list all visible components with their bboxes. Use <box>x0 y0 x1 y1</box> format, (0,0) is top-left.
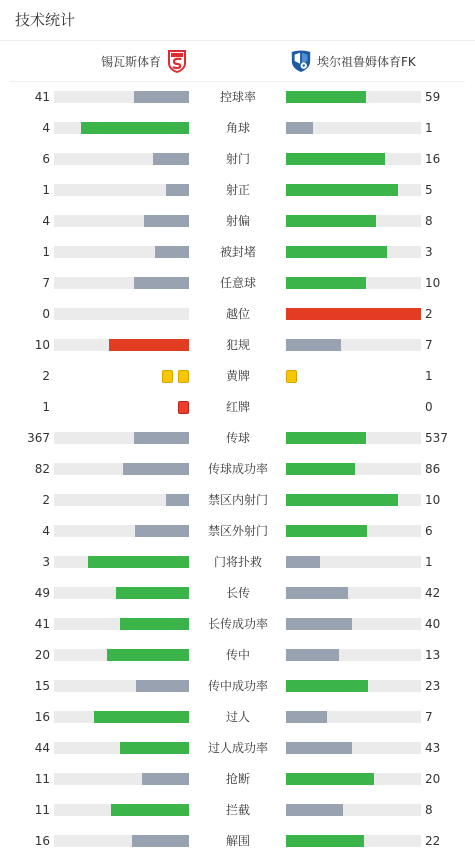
away-stat-value: 22 <box>425 834 441 848</box>
home-bar-track <box>54 122 189 134</box>
home-bar-track <box>54 835 189 847</box>
home-stat-value: 4 <box>42 121 50 135</box>
away-stat-value: 40 <box>425 617 441 631</box>
home-stat-value: 1 <box>42 183 50 197</box>
home-stat-value: 41 <box>34 617 50 631</box>
home-bar-fill <box>120 742 189 754</box>
home-bar-track <box>54 742 189 754</box>
away-cards <box>286 370 297 383</box>
home-stat-value: 1 <box>42 400 50 414</box>
away-stat-value: 23 <box>425 679 441 693</box>
away-bar-track <box>286 742 421 754</box>
away-bar-fill <box>286 215 376 227</box>
stat-label: 长传 <box>225 586 250 600</box>
stat-row <box>0 583 475 603</box>
home-bar-fill <box>107 649 189 661</box>
home-bar-fill <box>123 463 189 475</box>
stat-row <box>0 242 475 262</box>
home-stat-value: 1 <box>42 245 50 259</box>
stat-row <box>0 645 475 665</box>
away-bar-track <box>286 91 421 103</box>
stat-row <box>0 490 475 510</box>
home-stat-value: 16 <box>34 710 50 724</box>
away-bar-track <box>286 711 421 723</box>
home-cards <box>178 401 189 414</box>
stat-row <box>0 831 475 851</box>
stat-row <box>0 87 475 107</box>
home-team-name: 锡瓦斯体育 <box>100 54 161 69</box>
home-bar-fill <box>81 122 189 134</box>
stat-label: 红牌 <box>225 400 250 414</box>
away-bar-fill <box>286 587 348 599</box>
stat-row <box>0 304 475 324</box>
away-stat-value: 42 <box>425 586 441 600</box>
stat-label: 拦截 <box>225 803 250 817</box>
away-bar-track <box>286 680 421 692</box>
away-bar-track <box>286 773 421 785</box>
away-bar-fill <box>286 246 387 258</box>
away-bar-fill <box>286 339 341 351</box>
away-bar-track <box>286 587 421 599</box>
home-bar-fill <box>109 339 189 351</box>
stat-label: 解围 <box>225 834 250 848</box>
away-stat-value: 16 <box>425 152 441 166</box>
teams-divider <box>10 81 465 82</box>
home-stat-value: 20 <box>34 648 50 662</box>
away-bar-track <box>286 432 421 444</box>
stat-row <box>0 521 475 541</box>
away-stat-value: 2 <box>425 307 433 321</box>
stat-label: 抢断 <box>225 772 250 786</box>
away-stat-value: 20 <box>425 772 441 786</box>
away-bar-track <box>286 122 421 134</box>
away-team[interactable] <box>290 46 416 76</box>
stat-row <box>0 707 475 727</box>
stat-label: 射门 <box>225 152 250 166</box>
home-team[interactable] <box>101 46 188 76</box>
home-bar-track <box>54 277 189 289</box>
stat-row <box>0 428 475 448</box>
home-stat-value: 10 <box>34 338 50 352</box>
stat-row <box>0 738 475 758</box>
away-stat-value: 7 <box>425 338 433 352</box>
home-bar-track <box>54 91 189 103</box>
away-stat-value: 86 <box>425 462 441 476</box>
stat-row <box>0 335 475 355</box>
home-bar-fill <box>116 587 189 599</box>
home-bar-track <box>54 587 189 599</box>
home-bar-track <box>54 556 189 568</box>
stat-row <box>0 180 475 200</box>
stat-label: 角球 <box>225 121 250 135</box>
stat-label: 传球成功率 <box>207 462 268 476</box>
away-bar-fill <box>286 742 352 754</box>
away-bar-fill <box>286 153 385 165</box>
away-stat-value: 10 <box>425 493 441 507</box>
stat-label: 射偏 <box>225 214 250 228</box>
home-bar-track <box>54 649 189 661</box>
red-card-icon <box>178 401 189 414</box>
stat-row <box>0 614 475 634</box>
away-bar-fill <box>286 277 366 289</box>
home-stat-value: 15 <box>34 679 50 693</box>
away-bar-track <box>286 339 421 351</box>
home-bar-track <box>54 153 189 165</box>
home-bar-fill <box>155 246 189 258</box>
away-bar-fill <box>286 649 339 661</box>
stat-label: 射正 <box>225 183 250 197</box>
home-stat-value: 2 <box>42 493 50 507</box>
home-bar-fill <box>134 91 189 103</box>
away-bar-track <box>286 835 421 847</box>
home-bar-track <box>54 308 189 320</box>
away-team-name: 埃尔祖鲁姆体育FK <box>317 54 416 69</box>
home-bar-track <box>54 680 189 692</box>
away-bar-fill <box>286 525 367 537</box>
away-bar-track <box>286 618 421 630</box>
home-stat-value: 4 <box>42 524 50 538</box>
away-bar-track <box>286 494 421 506</box>
away-stat-value: 43 <box>425 741 441 755</box>
stat-label: 传中 <box>225 648 250 662</box>
home-stat-value: 3 <box>42 555 50 569</box>
home-stat-value: 367 <box>27 431 50 445</box>
stat-label: 传球 <box>225 431 250 445</box>
home-bar-fill <box>135 525 189 537</box>
away-bar-track <box>286 215 421 227</box>
home-stat-value: 16 <box>34 834 50 848</box>
yellow-card-icon <box>162 370 173 383</box>
home-stat-value: 82 <box>34 462 50 476</box>
home-stat-value: 2 <box>42 369 50 383</box>
stat-label: 门将扑救 <box>213 555 262 569</box>
home-bar-track <box>54 246 189 258</box>
away-bar-fill <box>286 680 368 692</box>
away-bar-fill <box>286 618 352 630</box>
away-stat-value: 1 <box>425 555 433 569</box>
away-bar-track <box>286 463 421 475</box>
away-bar-track <box>286 525 421 537</box>
home-bar-track <box>54 618 189 630</box>
stat-row <box>0 211 475 231</box>
away-bar-track <box>286 308 421 320</box>
stat-label: 控球率 <box>219 90 256 104</box>
away-stat-value: 1 <box>425 121 433 135</box>
away-bar-track <box>286 556 421 568</box>
home-bar-track <box>54 773 189 785</box>
away-bar-fill <box>286 835 364 847</box>
home-bar-track <box>54 525 189 537</box>
away-stat-value: 59 <box>425 90 441 104</box>
home-bar-fill <box>88 556 189 568</box>
home-bar-fill <box>144 215 189 227</box>
stat-row <box>0 800 475 820</box>
stat-label: 过人成功率 <box>207 741 268 755</box>
sivasspor-crest-icon <box>166 48 188 74</box>
stat-row <box>0 769 475 789</box>
away-stat-value: 13 <box>425 648 441 662</box>
home-bar-fill <box>166 184 189 196</box>
stat-row <box>0 273 475 293</box>
away-bar-fill <box>286 432 366 444</box>
home-bar-track <box>54 432 189 444</box>
yellow-card-icon <box>178 370 189 383</box>
erzurumspor-crest-icon <box>290 48 312 74</box>
home-bar-fill <box>134 432 189 444</box>
stat-row <box>0 459 475 479</box>
home-bar-fill <box>120 618 189 630</box>
away-stat-value: 5 <box>425 183 433 197</box>
page-title: 技术统计 <box>15 11 76 29</box>
home-stat-value: 4 <box>42 214 50 228</box>
away-stat-value: 537 <box>425 431 448 445</box>
home-bar-fill <box>94 711 189 723</box>
away-stat-value: 8 <box>425 803 433 817</box>
home-bar-track <box>54 215 189 227</box>
stat-label: 长传成功率 <box>207 617 268 631</box>
away-bar-fill <box>286 556 320 568</box>
stat-label: 传中成功率 <box>207 679 268 693</box>
stat-label: 禁区外射门 <box>207 524 268 538</box>
home-bar-track <box>54 804 189 816</box>
home-stat-value: 44 <box>34 741 50 755</box>
home-bar-track <box>54 184 189 196</box>
header-divider <box>0 40 475 41</box>
home-bar-fill <box>111 804 189 816</box>
away-stat-value: 6 <box>425 524 433 538</box>
home-stat-value: 11 <box>34 772 50 786</box>
away-stat-value: 3 <box>425 245 433 259</box>
stat-row <box>0 366 475 386</box>
home-bar-fill <box>142 773 189 785</box>
away-bar-track <box>286 246 421 258</box>
away-bar-track <box>286 649 421 661</box>
away-bar-fill <box>286 308 421 320</box>
stat-row <box>0 149 475 169</box>
away-stat-value: 10 <box>425 276 441 290</box>
home-bar-track <box>54 711 189 723</box>
home-bar-fill <box>153 153 189 165</box>
stat-row <box>0 676 475 696</box>
home-cards <box>162 370 189 383</box>
stat-label: 任意球 <box>219 276 256 290</box>
stat-label: 被封堵 <box>219 245 256 259</box>
home-stat-value: 49 <box>34 586 50 600</box>
away-stat-value: 8 <box>425 214 433 228</box>
stat-label: 黄牌 <box>225 369 250 383</box>
home-bar-track <box>54 494 189 506</box>
home-bar-fill <box>166 494 189 506</box>
stat-label: 犯规 <box>225 338 250 352</box>
away-bar-fill <box>286 463 355 475</box>
away-bar-fill <box>286 184 398 196</box>
away-bar-track <box>286 153 421 165</box>
away-bar-fill <box>286 91 366 103</box>
away-stat-value: 7 <box>425 710 433 724</box>
stat-row <box>0 552 475 572</box>
home-stat-value: 41 <box>34 90 50 104</box>
home-bar-fill <box>136 680 189 692</box>
away-bar-fill <box>286 711 327 723</box>
away-stat-value: 0 <box>425 400 433 414</box>
home-bar-track <box>54 463 189 475</box>
away-bar-fill <box>286 122 313 134</box>
away-bar-fill <box>286 773 374 785</box>
away-bar-track <box>286 804 421 816</box>
home-stat-value: 0 <box>42 307 50 321</box>
home-bar-fill <box>132 835 189 847</box>
yellow-card-icon <box>286 370 297 383</box>
home-bar-track <box>54 339 189 351</box>
stat-label: 禁区内射门 <box>207 493 268 507</box>
stat-label: 越位 <box>225 307 250 321</box>
away-bar-fill <box>286 494 398 506</box>
stat-row <box>0 118 475 138</box>
home-stat-value: 7 <box>42 276 50 290</box>
away-stat-value: 1 <box>425 369 433 383</box>
stat-label: 过人 <box>225 710 250 724</box>
away-bar-track <box>286 277 421 289</box>
away-bar-track <box>286 184 421 196</box>
home-bar-fill <box>134 277 189 289</box>
stat-row <box>0 397 475 417</box>
away-bar-fill <box>286 804 343 816</box>
home-stat-value: 11 <box>34 803 50 817</box>
home-stat-value: 6 <box>42 152 50 166</box>
